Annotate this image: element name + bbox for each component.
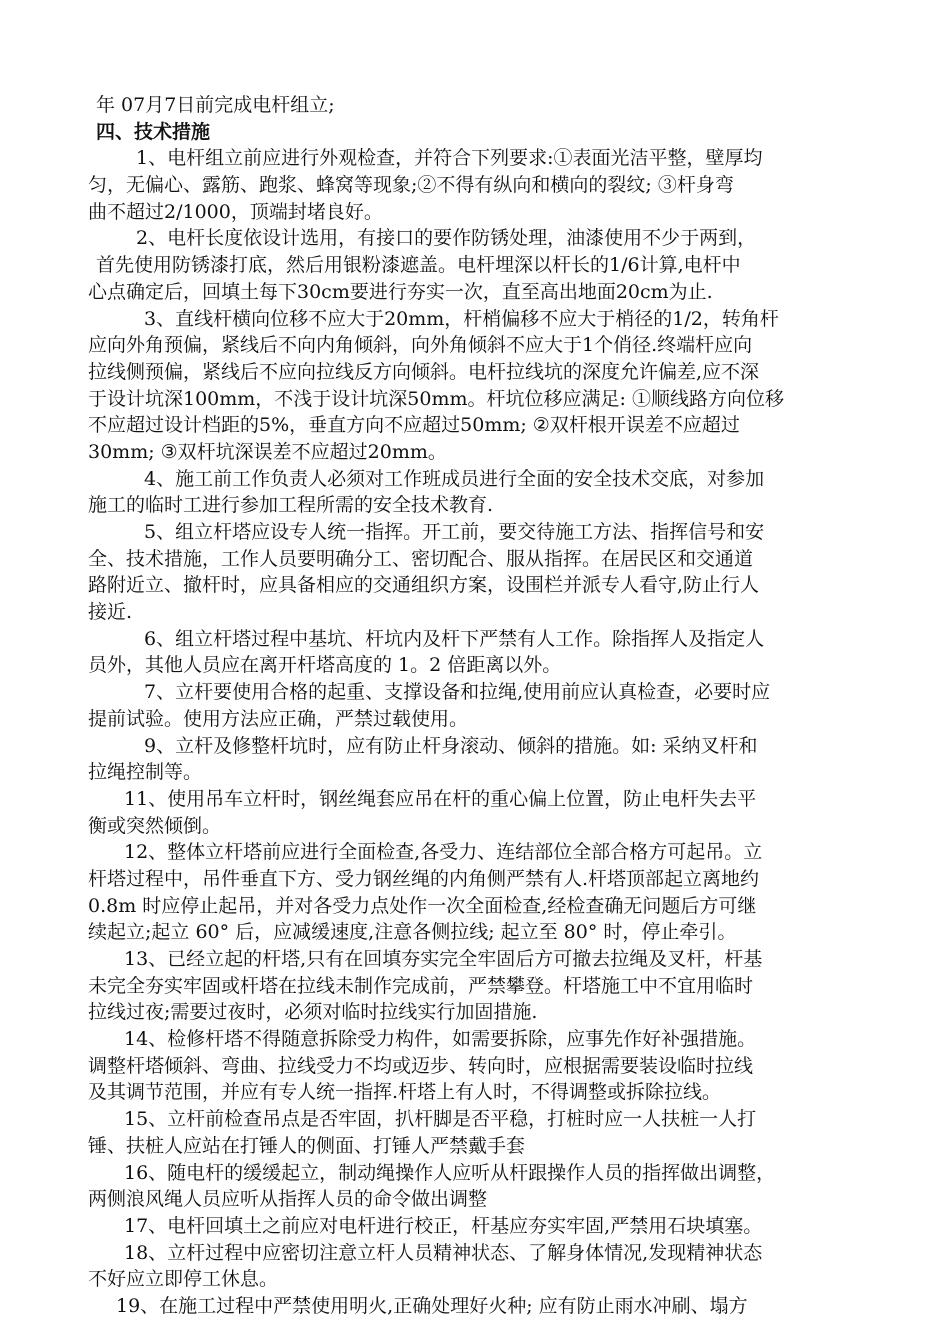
text-line: 杆塔过程中，吊件垂直下方、受力钢丝绳的内角侧严禁有人.杆塔顶部起立离地约 xyxy=(88,867,760,890)
text-line: 15、立杆前检查吊点是否牢固，扒杆脚是否平稳，打桩时应一人扶桩一人打 xyxy=(124,1108,757,1131)
text-line: 续起立;起立 60° 后，应减缓速度,注意各侧拉线; 起立至 80° 时，停止牵引。 xyxy=(88,921,737,944)
text-line: 两侧浪风绳人员应听从指挥人员的命令做出调整 xyxy=(88,1188,488,1211)
text-line: 提前试验。使用方法应正确，严禁过载使用。 xyxy=(88,707,469,730)
text-line: 及其调节范围，并应有专人统一指挥.杆塔上有人时，不得调整或拆除拉线。 xyxy=(88,1081,722,1104)
text-line: 不好应立即停工休息。 xyxy=(88,1268,279,1291)
text-line: 未完全夯实牢固或杆塔在拉线未制作完成前，严禁攀登。杆塔施工中不宜用临时 xyxy=(88,974,754,997)
text-line: 17、电杆回填土之前应对电杆进行校正，杆基应夯实牢固,严禁用石块填塞。 xyxy=(124,1214,763,1237)
body-text xyxy=(88,145,888,1319)
text-line: 7、立杆要使用合格的起重、支撑设备和拉绳,使用前应认真检查，必要时应 xyxy=(144,681,771,704)
text-line: 衡或突然倾倒。 xyxy=(88,814,222,837)
text-line: 接近. xyxy=(88,601,133,624)
document-page xyxy=(88,92,888,1320)
text-line: 曲不超过2/1000，顶端封堵良好。 xyxy=(88,200,383,223)
text-line: 16、随电杆的缓缓起立，制动绳操作人应听从杆跟操作人员的指挥做出调整， xyxy=(124,1161,776,1184)
text-line: 9、立杆及修整杆坑时，应有防止杆身滚动、倾斜的措施。如: 采纳叉杆和 xyxy=(144,734,758,757)
text-line: 不应超过设计档距的5%，垂直方向不应超过50mm; ②双杆根开误差不应超过 xyxy=(88,414,740,437)
text-line: 于设计坑深100mm，不浅于设计坑深50mm。杆坑位移应满足: ①顺线路方向位移 xyxy=(88,387,784,410)
text-line: 应向外角预偏，紧线后不向内角倾斜，向外角倾斜不应大于1个俏径.终端杆应向 xyxy=(88,334,753,357)
text-line: 拉线侧预偏，紧线后不应向拉线反方向倾斜。电杆拉线坑的深度允许偏差,应不深 xyxy=(88,360,760,383)
text-line: 拉线过夜;需要过夜时，必须对临时拉线实行加固措施. xyxy=(88,1001,538,1024)
text-line: 施工的临时工进行参加工程所需的安全技术教育. xyxy=(88,494,494,517)
text-line: 6、组立杆塔过程中基坑、杆坑内及杆下严禁有人工作。除指挥人及指定人 xyxy=(144,627,765,650)
text-line: 匀，无偏心、露筋、跑浆、蜂窝等现象;②不得有纵向和横向的裂纹; ③杆身弯 xyxy=(88,174,734,197)
text-line: 5、组立杆塔应设专人统一指挥。开工前，要交待施工方法、指挥信号和安 xyxy=(144,521,765,543)
section-heading: 四、技术措施 xyxy=(96,120,211,143)
text-line: 3、直线杆横向位移不应大于20mm，杆梢偏移不应大于梢径的1/2，转角杆 xyxy=(144,307,779,330)
text-line: 13、已经立起的杆塔,只有在回填夯实完全牢固后方可撤去拉绳及叉杆，杆基 xyxy=(124,948,763,970)
text-line: 调整杆塔倾斜、弯曲、拉线受力不均或迈步、转向时，应根据需要装设临时拉线 xyxy=(88,1054,754,1077)
text-line: 首先使用防锈漆打底，然后用银粉漆遮盖。电杆埋深以杆长的1/6计算,电杆中 xyxy=(96,254,741,277)
text-line: 18、立杆过程中应密切注意立杆人员精神状态、了解身体情况,发现精神状态 xyxy=(124,1241,763,1264)
intro-line: 年 07月7日前完成电杆组立; xyxy=(96,94,335,116)
text-line: 2、电杆长度依设计选用，有接口的要作防锈处理，油漆使用不少于两到， xyxy=(136,227,757,250)
text-line: 11、使用吊车立杆时，钢丝绳套应吊在杆的重心偏上位置，防止电杆失去平 xyxy=(124,787,757,810)
text-line: 4、施工前工作负责人必须对工作班成员进行全面的安全技术交底，对参加 xyxy=(144,467,765,490)
text-line: 路附近立、撤杆时，应具备相应的交通组织方案，设围栏并派专人看守,防止行人 xyxy=(88,574,760,597)
text-line: 12、整体立杆塔前应进行全面检查,各受力、连结部位全部合格方可起吊。立 xyxy=(124,841,763,864)
text-line: 30mm; ③双杆坑深误差不应超过20mm。 xyxy=(88,440,447,463)
text-line: 员外，其他人员应在离开杆塔高度的 1。2 倍距离以外。 xyxy=(88,654,562,677)
text-line: 锤、扶桩人应站在打锤人的侧面、打锤人严禁戴手套 xyxy=(88,1134,526,1157)
text-line: 1、电杆组立前应进行外观检查，并符合下列要求:①表面光洁平整，壁厚均 xyxy=(136,147,763,170)
text-line: 拉绳控制等。 xyxy=(88,761,203,784)
text-line: 心点确定后，回填土每下30cm要进行夯实一次，直至高出地面20cm为止. xyxy=(88,280,713,303)
text-line: 19、在施工过程中严禁使用明火,正确处理好火种; 应有防止雨水冲刷、塌方 xyxy=(116,1294,748,1317)
text-line: 0.8m 时应停止起吊，并对各受力点处作一次全面检查,经检查确无问题后方可继 xyxy=(88,894,757,917)
text-line: 全、技术措施，工作人员要明确分工、密切配合、服从指挥。在居民区和交通道 xyxy=(88,547,754,570)
text-line: 14、检修杆塔不得随意拆除受力构件，如需要拆除，应事先作好补强措施。 xyxy=(124,1028,757,1051)
